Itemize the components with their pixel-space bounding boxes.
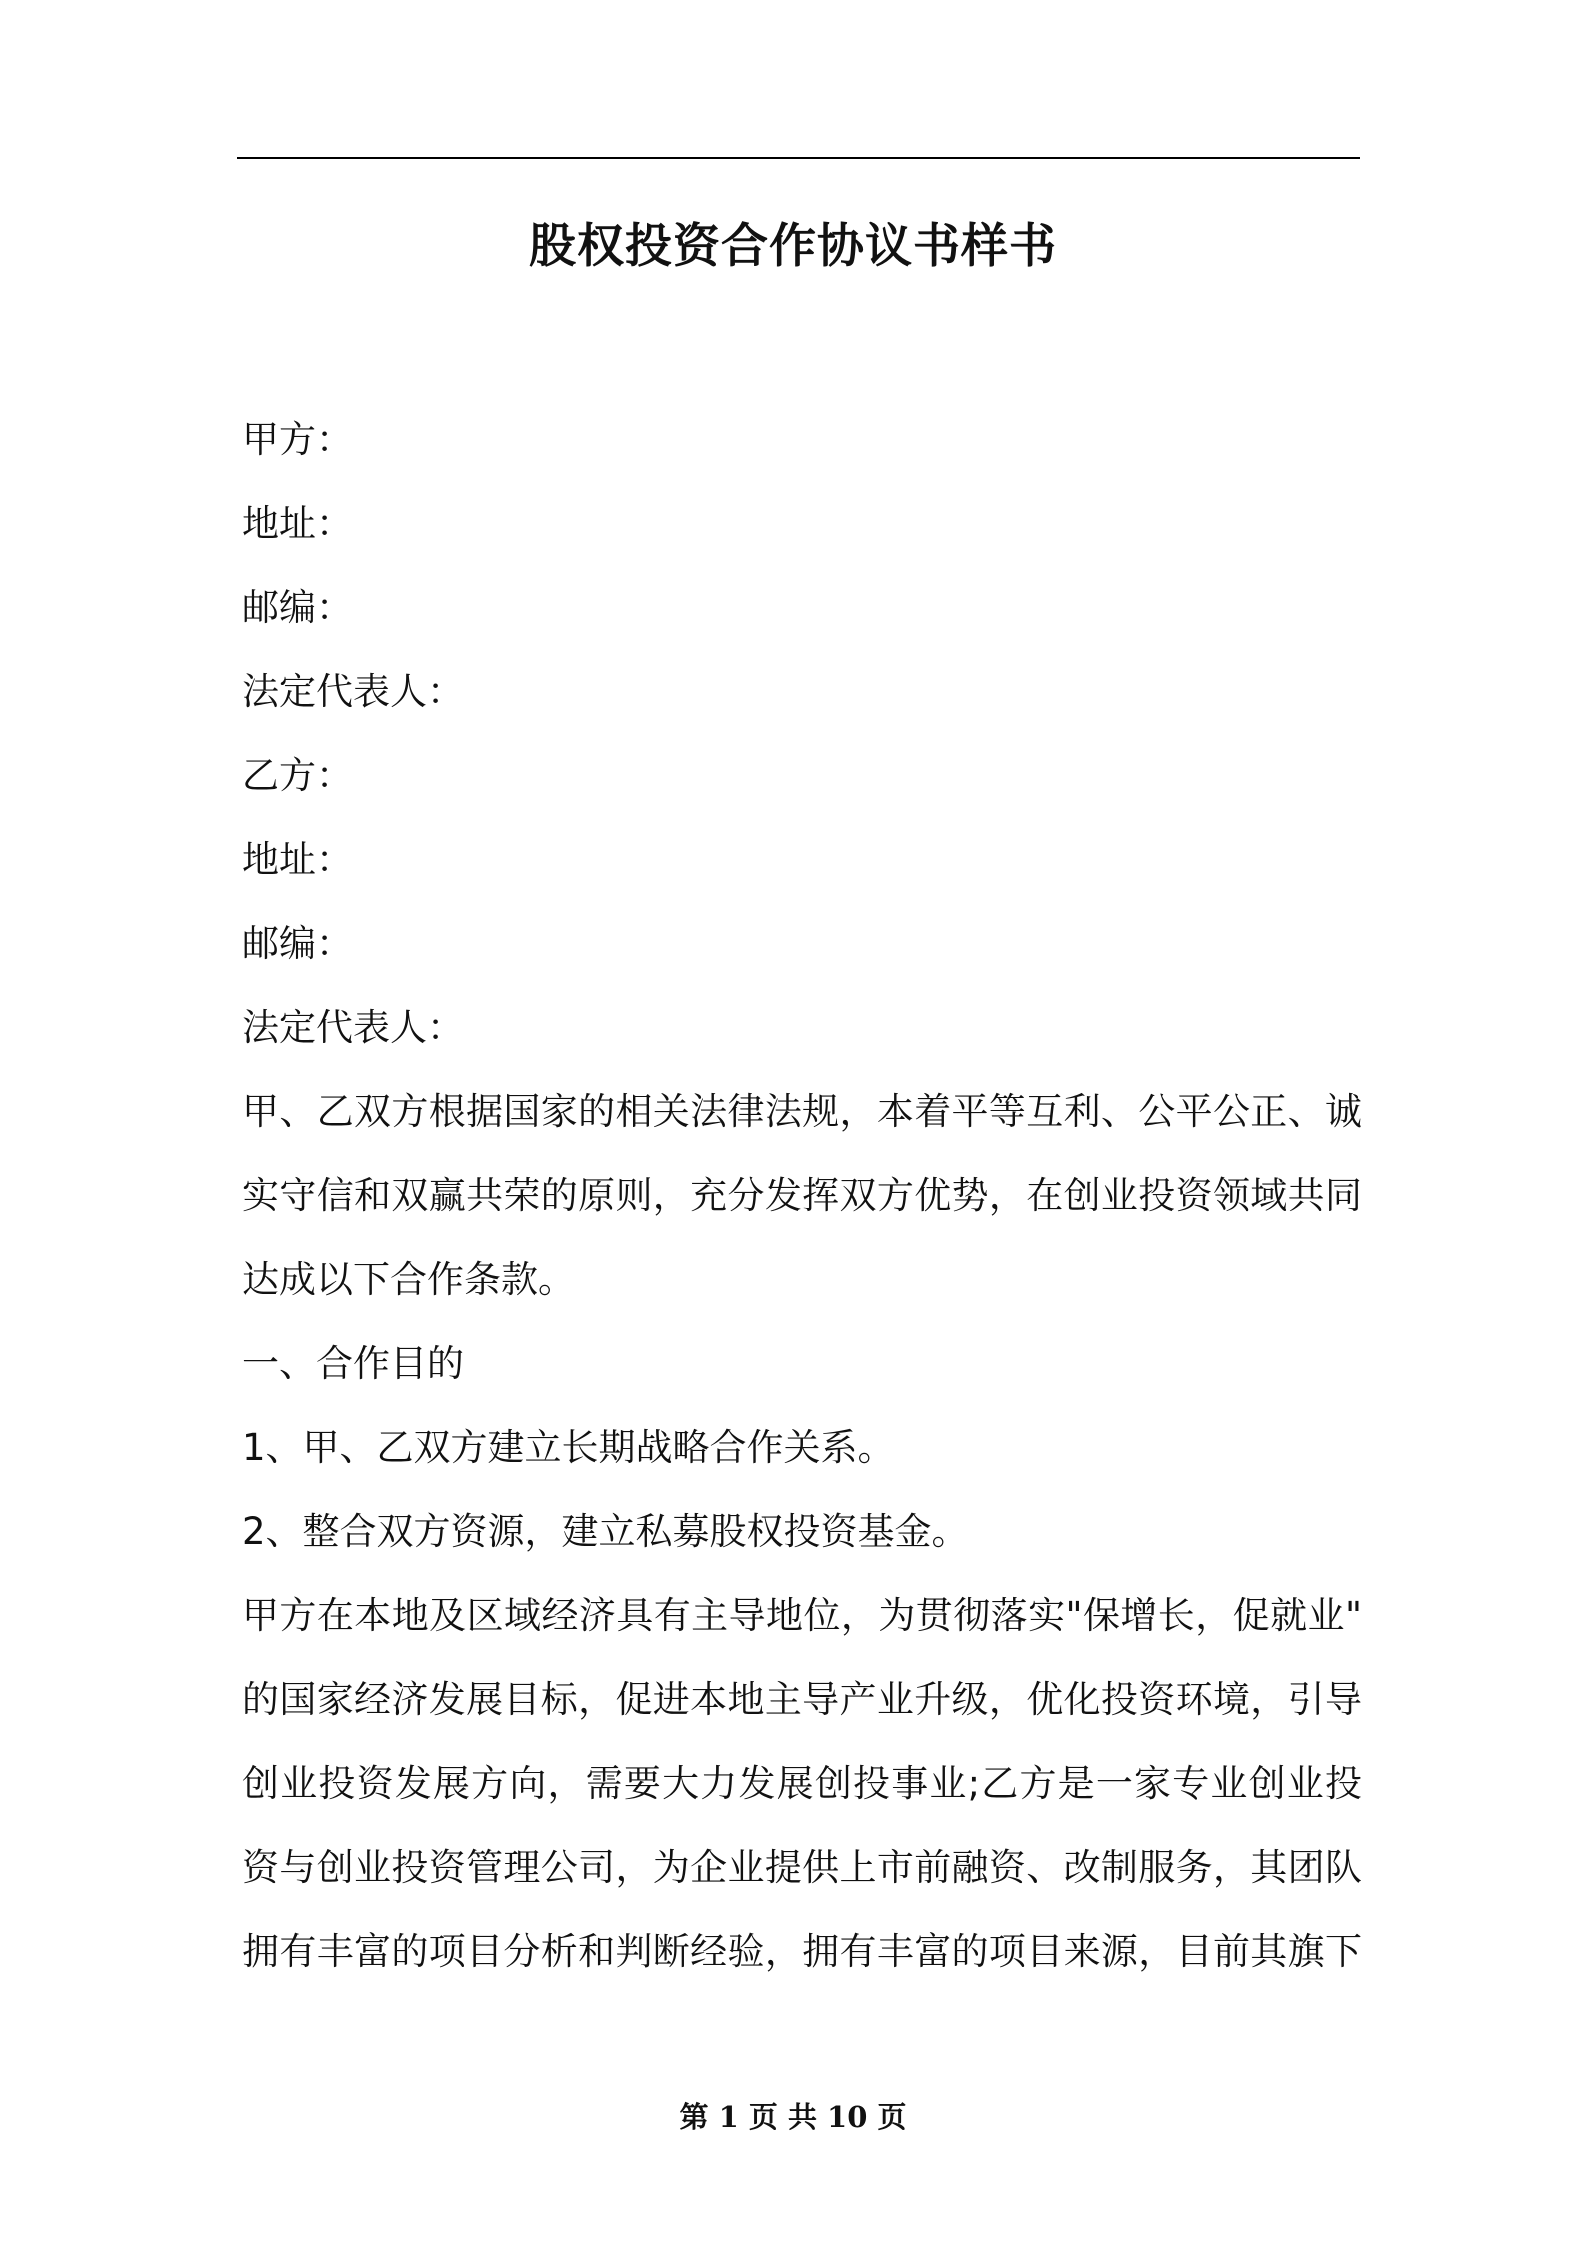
party-a-line: 甲方： [242, 418, 353, 461]
document-body [242, 398, 1362, 1994]
party-a-representative-line: 法定代表人： [242, 670, 464, 713]
header-rule [237, 157, 1360, 159]
party-a-address-line: 地址： [242, 502, 353, 545]
paragraph-line: 的国家经济发展目标，促进本地主导产业升级，优化投资环境，引导 [242, 1678, 1362, 1721]
page-number-footer: 第 1 页 共 10 页 [679, 2100, 907, 2134]
party-b-line: 乙方： [242, 754, 353, 797]
section-heading: 一、合作目的 [242, 1342, 464, 1385]
paragraph-line: 甲方在本地及区域经济具有主导地位，为贯彻落实"保增长，促就业" [242, 1594, 1362, 1637]
document-title: 股权投资合作协议书样书 [529, 219, 1057, 274]
paragraph-line: 达成以下合作条款。 [242, 1258, 575, 1301]
list-item: 1、甲、乙双方建立长期战略合作关系。 [242, 1426, 895, 1469]
paragraph-line: 拥有丰富的项目分析和判断经验，拥有丰富的项目来源，目前其旗下 [242, 1930, 1362, 1973]
paragraph-line: 创业投资发展方向，需要大力发展创投事业;乙方是一家专业创业投 [242, 1762, 1362, 1805]
list-item: 2、整合双方资源，建立私募股权投资基金。 [242, 1510, 969, 1553]
party-b-representative-line: 法定代表人： [242, 1006, 464, 1049]
party-a-postcode-line: 邮编： [242, 586, 353, 629]
party-b-address-line: 地址： [242, 838, 353, 881]
paragraph-line: 实守信和双赢共荣的原则，充分发挥双方优势，在创业投资领域共同 [242, 1174, 1362, 1217]
paragraph-line: 资与创业投资管理公司，为企业提供上市前融资、改制服务，其团队 [242, 1846, 1362, 1889]
paragraph-line: 甲、乙双方根据国家的相关法律法规，本着平等互利、公平公正、诚 [242, 1090, 1362, 1133]
party-b-postcode-line: 邮编： [242, 922, 353, 965]
